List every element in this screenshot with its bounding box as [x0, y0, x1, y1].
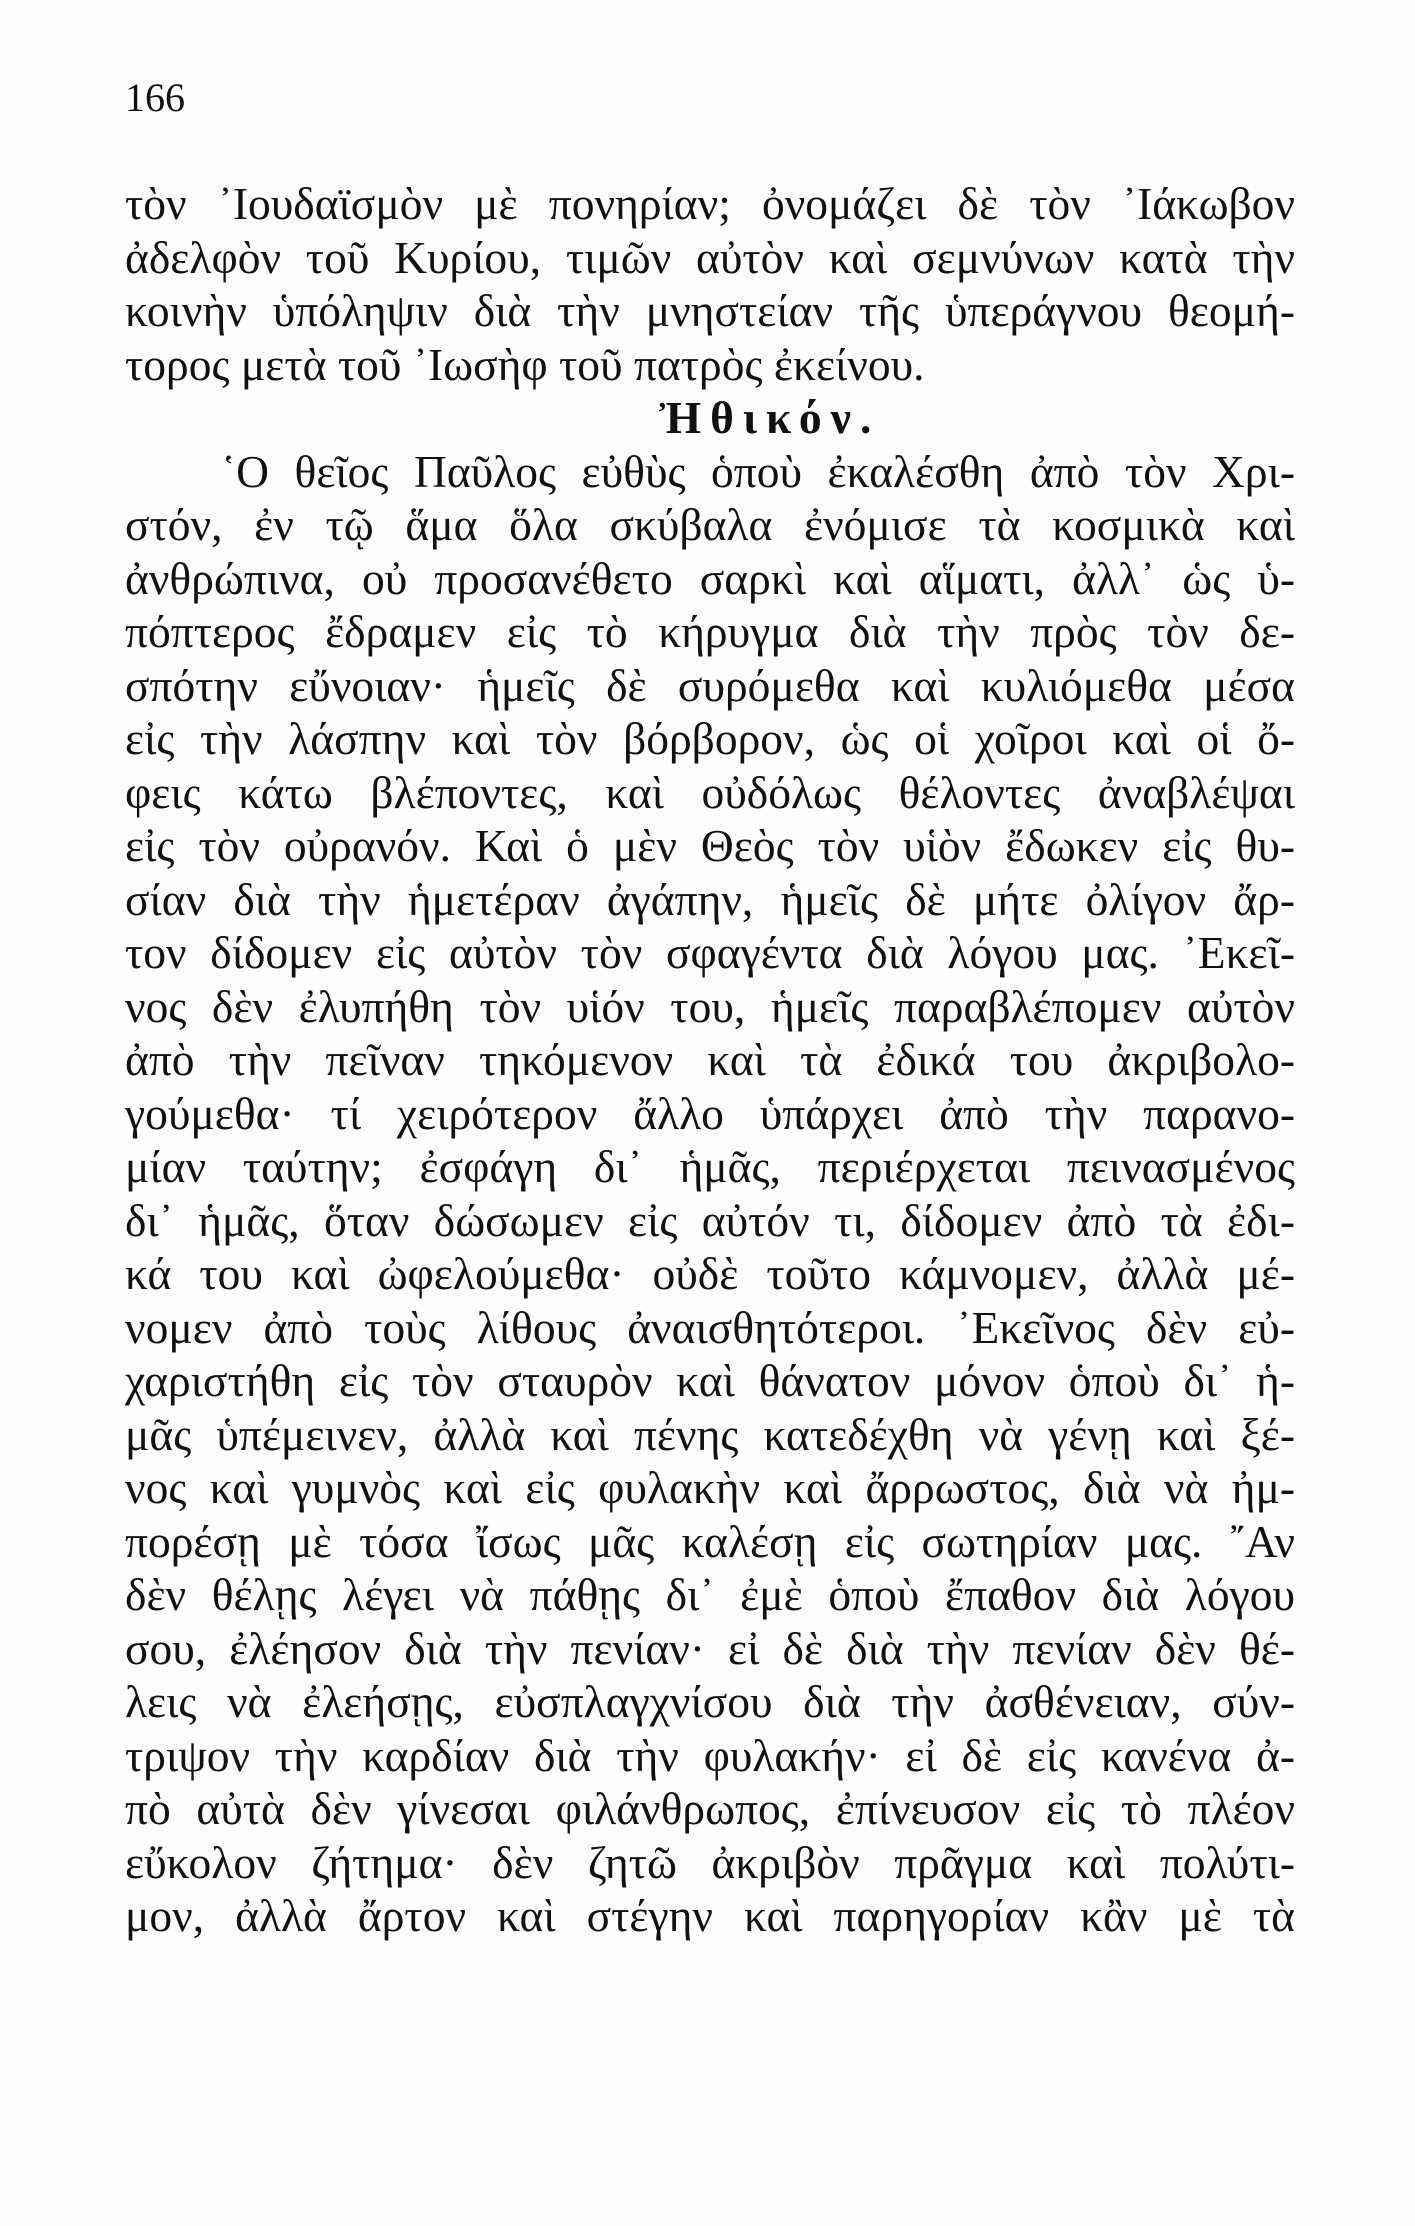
text-line: εἰς τὸν οὐρανόν. Καὶ ὁ μὲν Θεὸς τὸν υἱὸν ἔδωκεν εἰς θυ- — [125, 820, 1295, 871]
text-line: εὔκολον ζήτημα· δὲν ζητῶ ἀκριβὸν πρᾶγμα καὶ πολύτι- — [125, 1836, 1295, 1888]
text-line: πόπτερος ἔδραμεν εἰς τὸ κήρυγμα διὰ τὴν πρὸς τὸν δε- — [125, 606, 1295, 657]
text-line: μον, ἀλλὰ ἄρτον καὶ στέγην καὶ παρηγορίαν κἂν μὲ τὰ — [125, 1890, 1295, 1941]
text-line: κοινὴν ὑπόληψιν διὰ τὴν μνηστείαν τῆς ὑπεράγνου θεομή- — [125, 285, 1295, 336]
text-line: μίαν ταύτην; ἐσφάγη δι᾽ ἡμᾶς, περιέρχεται πεινασμένος — [125, 1141, 1295, 1192]
page-number: 166 — [125, 75, 185, 120]
text-line: λεις νὰ ἐλεήσῃς, εὐσπλαγχνίσου διὰ τὴν ἀσθένειαν, σύν- — [125, 1676, 1295, 1727]
text-line: νομεν ἀπὸ τοὺς λίθους ἀναισθητότεροι. ᾿Εκεῖνος δὲν εὐ- — [125, 1301, 1295, 1353]
text-line: ῾Ο θεῖος Παῦλος εὐθὺς ὁποὺ ἐκαλέσθη ἀπὸ τὸν Χρι- — [221, 445, 1295, 497]
body-text — [125, 177, 1295, 1943]
text-line: δὲν θέλῃς λέγει νὰ πάθῃς δι᾽ ἐμὲ ὁποὺ ἔπαθον διὰ λόγου — [125, 1569, 1295, 1620]
section-heading: Ἠθικόν. — [659, 392, 881, 443]
text-line: τορος μετὰ τοῦ ᾿Ιωσὴφ τοῦ πατρὸς ἐκείνου. — [125, 338, 925, 390]
text-line: κά του καὶ ὠφελούμεθα· οὐδὲ τοῦτο κάμνομεν, ἀλλὰ μέ- — [125, 1248, 1295, 1299]
text-line: νος καὶ γυμνὸς καὶ εἰς φυλακὴν καὶ ἄρρωστος, διὰ νὰ ἠμ- — [125, 1462, 1295, 1513]
text-line: στόν, ἐν τῷ ἅμα ὅλα σκύβαλα ἐνόμισε τὰ κοσμικὰ καὶ — [125, 499, 1295, 550]
text-line: χαριστήθη εἰς τὸν σταυρὸν καὶ θάνατον μόνον ὁποὺ δι᾽ ἡ- — [125, 1355, 1295, 1406]
paragraph-1 — [125, 177, 1295, 391]
text-line: σπότην εὔνοιαν· ἡμεῖς δὲ συρόμεθα καὶ κυλιόμεθα μέσα — [125, 659, 1295, 711]
text-line: ἀνθρώπινα, οὐ προσανέθετο σαρκὶ καὶ αἵματι, ἀλλ᾽ ὡς ὑ- — [125, 552, 1295, 604]
text-line: τὸν ᾿Ιουδαϊσμὸν μὲ πονηρίαν; ὀνομάζει δὲ τὸν ᾿Ιάκωβον — [125, 178, 1295, 229]
text-line: δι᾽ ἡμᾶς, ὅταν δώσωμεν εἰς αὐτόν τι, δίδομεν ἀπὸ τὰ ἐδι- — [125, 1194, 1295, 1246]
text-line: νος δὲν ἐλυπήθη τὸν υἱόν του, ἡμεῖς παραβλέπομεν αὐτὸν — [125, 980, 1295, 1032]
text-line: μᾶς ὑπέμεινεν, ἀλλὰ καὶ πένης κατεδέχθη νὰ γένῃ καὶ ξέ- — [125, 1408, 1295, 1460]
paragraph-2 — [125, 445, 1295, 1943]
text-line: τριψον τὴν καρδίαν διὰ τὴν φυλακήν· εἰ δὲ εἰς κανένα ἀ- — [125, 1729, 1295, 1781]
text-line: φεις κάτω βλέποντες, καὶ οὐδόλως θέλοντες ἀναβλέψαι — [125, 766, 1295, 818]
text-line: τον δίδομεν εἰς αὐτὸν τὸν σφαγέντα διὰ λόγου μας. ᾿Εκεῖ- — [125, 927, 1295, 978]
text-line: ἀπὸ τὴν πεῖναν τηκόμενον καὶ τὰ ἐδικά του ἀκριβολο- — [125, 1034, 1295, 1085]
text-line: πορέσῃ μὲ τόσα ἴσως μᾶς καλέσῃ εἰς σωτηρίαν μας. ῎Αν — [125, 1515, 1295, 1567]
text-line: ἀδελφὸν τοῦ Κυρίου, τιμῶν αὐτὸν καὶ σεμνύνων κατὰ τὴν — [125, 231, 1295, 283]
text-line: εἰς τὴν λάσπην καὶ τὸν βόρβορον, ὡς οἱ χοῖροι καὶ οἱ ὄ- — [125, 713, 1295, 764]
text-line: γούμεθα· τί χειρότερον ἄλλο ὑπάρχει ἀπὸ τὴν παρανο- — [125, 1087, 1295, 1139]
text-line: σίαν διὰ τὴν ἡμετέραν ἀγάπην, ἡμεῖς δὲ μήτε ὀλίγον ἄρ- — [125, 873, 1295, 925]
text-line: πὸ αὐτὰ δὲν γίνεσαι φιλάνθρωπος, ἐπίνευσον εἰς τὸ πλέον — [125, 1783, 1295, 1834]
text-line: σου, ἐλέησον διὰ τὴν πενίαν· εἰ δὲ διὰ τὴν πενίαν δὲν θέ- — [125, 1622, 1295, 1674]
